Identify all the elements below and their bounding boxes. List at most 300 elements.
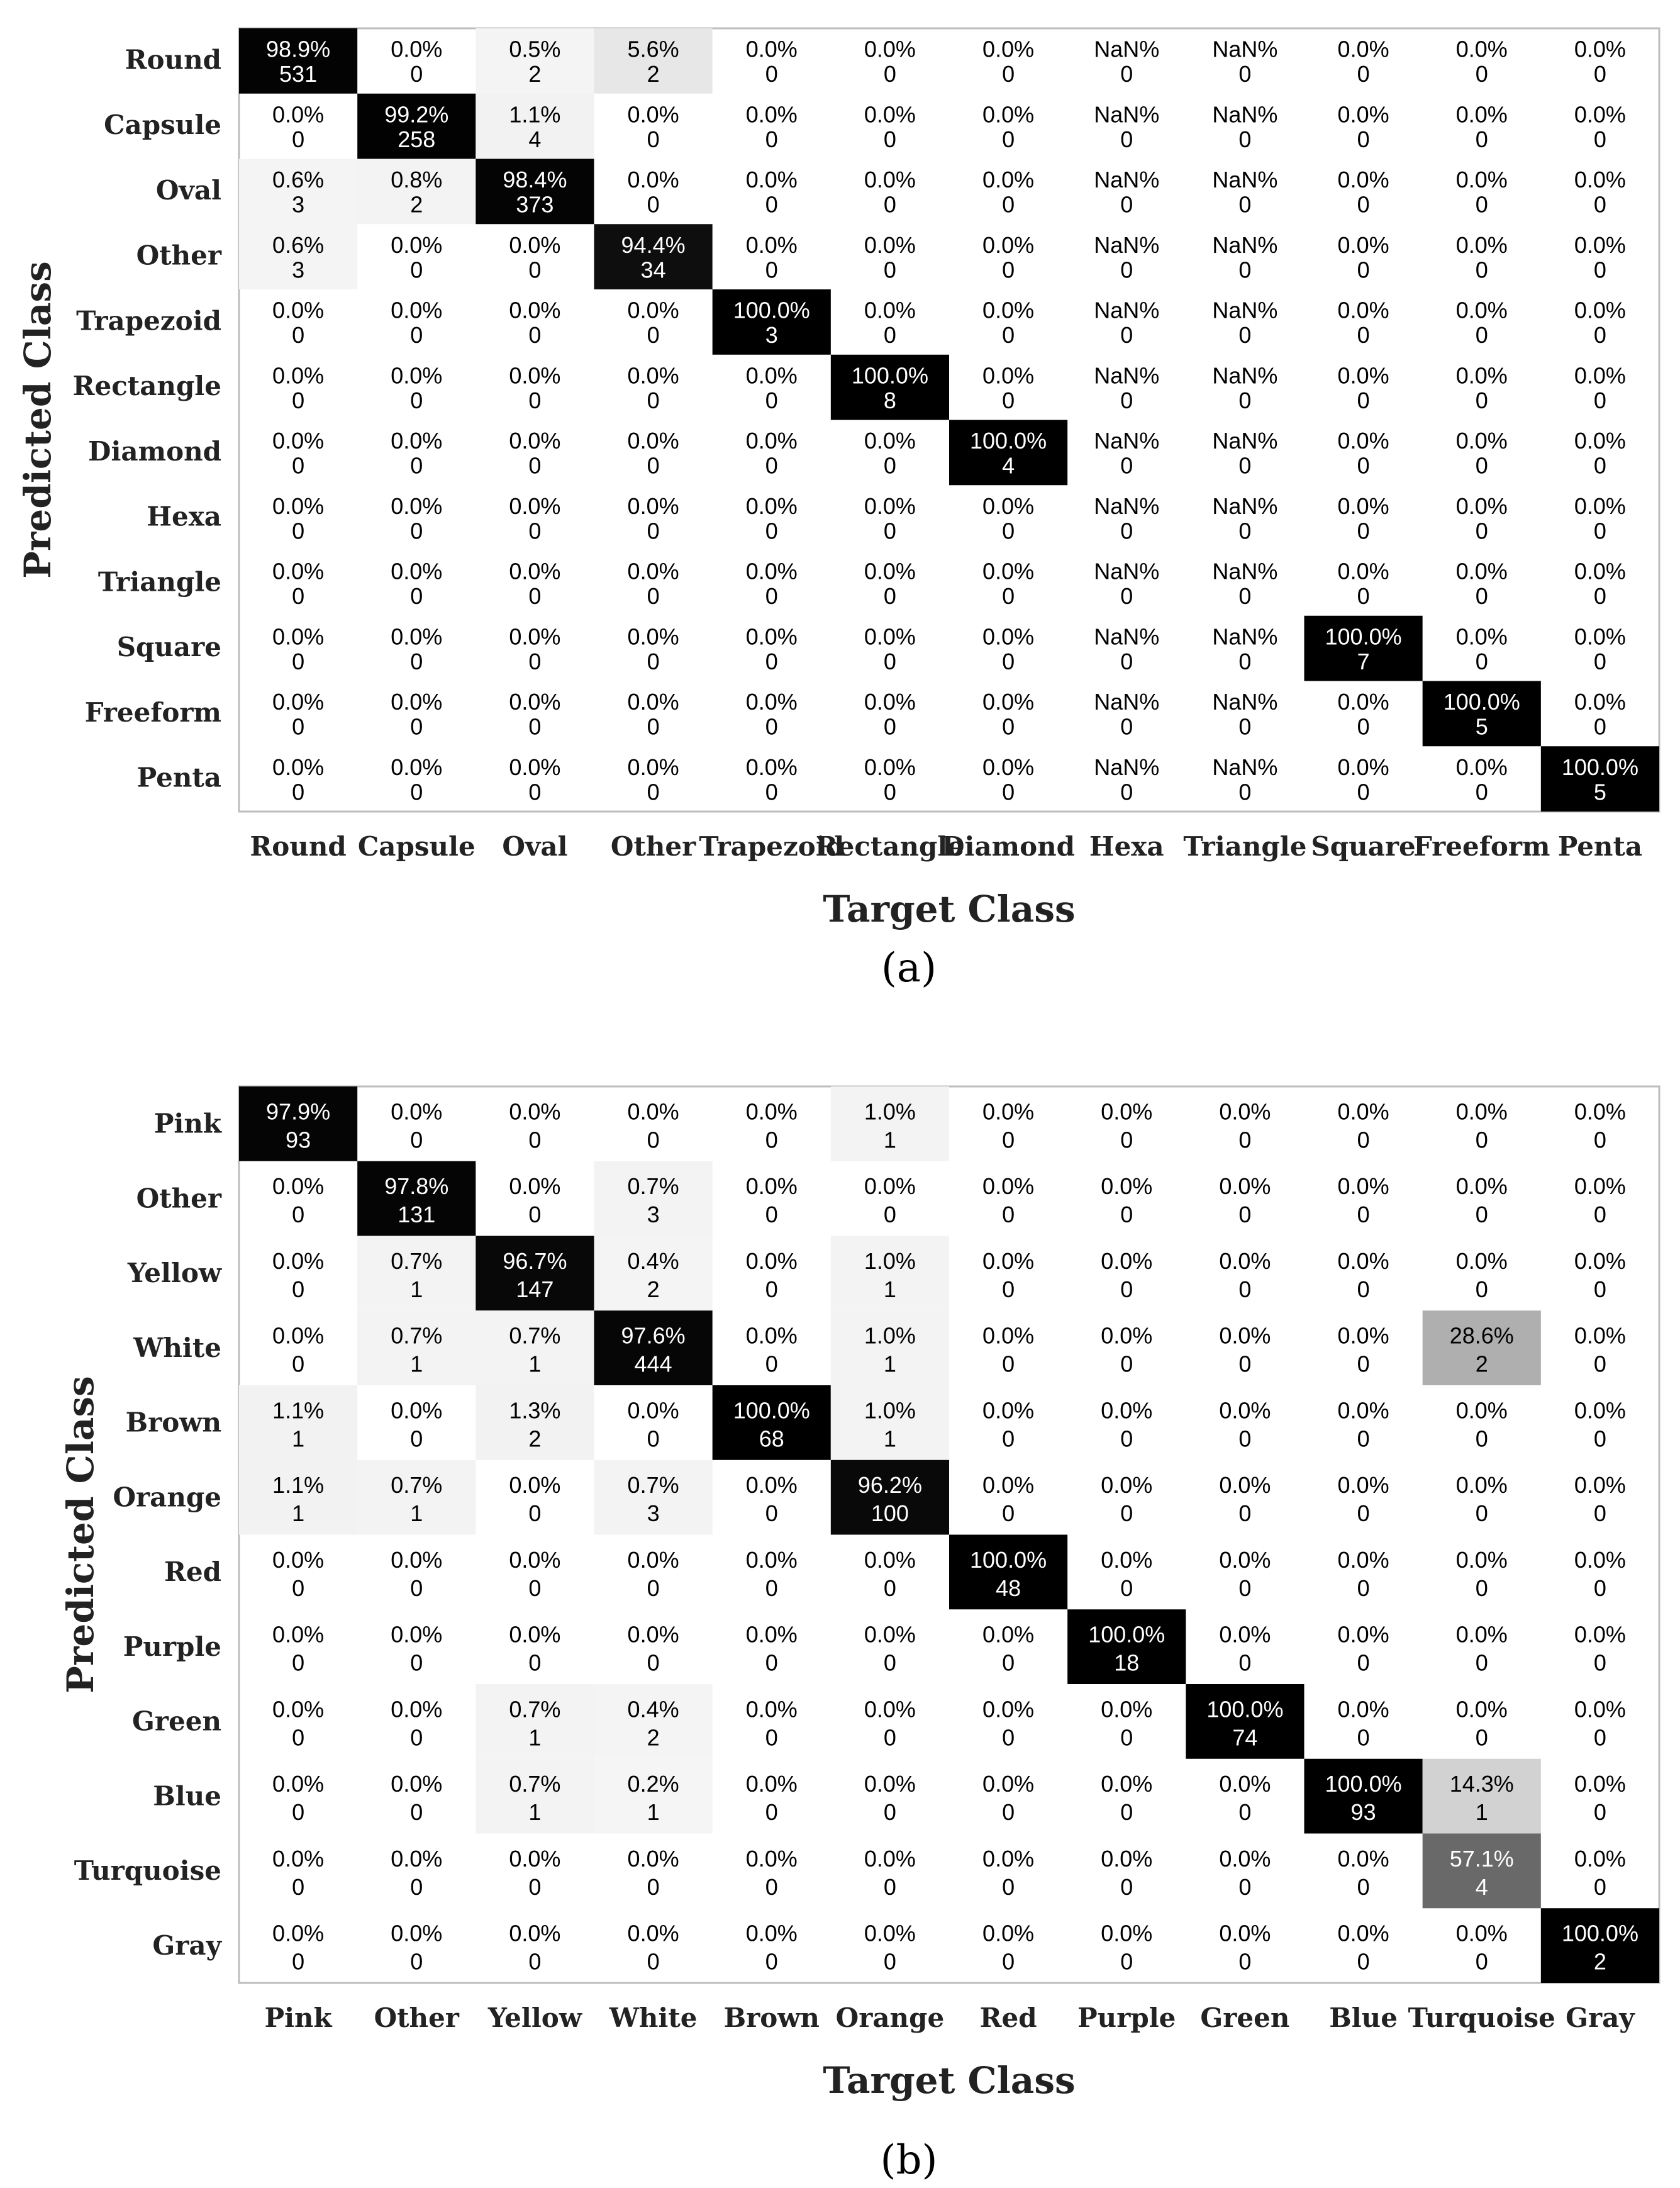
cell-count: 0 [1120,1202,1133,1228]
cell-count: 0 [1357,1276,1370,1302]
row-label-diamond: Diamond [88,435,221,467]
cell-count: 0 [883,648,896,674]
cell-count: 0 [410,322,423,349]
cell-count: 0 [647,1649,660,1676]
cell-percentage: 0.4% [627,1247,679,1274]
cell-count: 0 [647,713,660,740]
cell-percentage: 0.0% [509,428,561,454]
cell-count: 0 [1357,61,1370,87]
cell-count: 2 [528,1426,542,1452]
cell-count: 0 [1238,1948,1252,1975]
cell-count: 2 [528,61,542,87]
cell-percentage: 0.0% [1337,297,1389,323]
cell-count: 18 [1114,1649,1140,1676]
cell-percentage: 0.0% [982,558,1035,584]
cell-percentage: 0.0% [864,101,916,128]
row-label-triangle: Triangle [97,566,221,598]
cell-count: 0 [1002,583,1015,610]
col-label-other: Other [610,831,696,862]
cell-percentage: 0.0% [745,1920,798,1946]
cell-percentage: 100.0% [1206,1696,1284,1722]
col-label-rectangle: Rectangle [815,831,965,862]
cell-percentage: 0.0% [1101,1696,1153,1722]
cell-percentage: 0.0% [272,1173,325,1199]
cell-count: 0 [292,779,305,805]
cell-count: 0 [410,257,423,283]
cell-percentage: 0.0% [1337,232,1389,258]
cell-percentage: 28.6% [1449,1322,1514,1349]
cell-percentage: 0.0% [272,297,325,323]
row-label-gray: Gray [152,1929,221,1961]
cell-count: 0 [1120,452,1133,479]
cell-count: 0 [647,1426,660,1452]
cell-percentage: NaN% [1094,493,1160,519]
cell-percentage: 100.0% [851,362,928,389]
col-label-turquoise: Turquoise [1408,2002,1555,2033]
cell-percentage: 0.7% [627,1472,679,1498]
panel-a-shape-confusion-matrix [16,28,1659,991]
cell-percentage: 0.0% [864,1696,916,1722]
cell-count: 48 [996,1575,1021,1601]
cell-percentage: 0.0% [982,623,1035,650]
cell-percentage: 0.0% [864,493,916,519]
col-label-trapezoid: Trapezoid [699,831,845,862]
cell-count: 1 [292,1500,305,1527]
cell-percentage: 100.0% [1561,754,1638,780]
cell-percentage: 0.0% [982,1472,1035,1498]
cell-count: 0 [528,583,542,610]
cell-percentage: 0.0% [1337,1546,1389,1573]
cell-count: 1 [1475,1799,1488,1826]
cell-percentage: 0.0% [982,1098,1035,1125]
row-label-hexa: Hexa [147,501,221,532]
cell-percentage: 0.0% [391,1546,443,1573]
col-label-white: White [609,2002,698,2033]
row-label-green: Green [132,1705,221,1737]
cell-count: 0 [647,1127,660,1153]
cell-count: 0 [1593,1202,1606,1228]
cell-percentage: 0.7% [391,1322,443,1349]
cell-count: 0 [1357,126,1370,152]
cell-percentage: 0.0% [1219,1397,1271,1424]
row-label-square: Square [116,632,221,663]
panel-label: (a) [881,945,937,991]
cell-count: 0 [292,1202,305,1228]
cell-count: 0 [765,257,778,283]
col-label-green: Green [1200,2002,1290,2033]
cell-percentage: NaN% [1212,689,1278,715]
cell-count: 0 [1120,322,1133,349]
cell-percentage: 0.0% [627,493,679,519]
cell-count: 0 [1002,779,1015,805]
cell-percentage: 0.0% [982,232,1035,258]
cell-percentage: 0.0% [745,1621,798,1648]
col-label-hexa: Hexa [1089,831,1164,862]
cell-count: 0 [1593,452,1606,479]
cell-percentage: 0.0% [1455,1546,1508,1573]
cell-count: 0 [1357,452,1370,479]
cell-count: 1 [410,1500,423,1527]
cell-percentage: 0.0% [864,1621,916,1648]
cell-count: 0 [1120,1426,1133,1452]
cell-percentage: 0.0% [627,1920,679,1946]
cell-percentage: 0.0% [745,623,798,650]
cell-percentage: 0.0% [391,1771,443,1797]
cell-percentage: 0.0% [864,689,916,715]
cell-percentage: NaN% [1094,101,1160,128]
cell-count: 2 [647,1276,660,1302]
cell-percentage: 0.0% [1574,167,1626,193]
cell-count: 0 [410,1649,423,1676]
cell-percentage: 0.0% [864,428,916,454]
cell-percentage: 0.0% [982,297,1035,323]
cell-percentage: 0.0% [1101,1546,1153,1573]
cell-percentage: 0.0% [1337,36,1389,62]
cell-count: 0 [1002,1127,1015,1153]
cell-count: 0 [1238,1276,1252,1302]
cell-count: 373 [516,191,554,218]
cell-count: 0 [292,648,305,674]
cell-count: 0 [883,713,896,740]
cell-percentage: 0.0% [982,1771,1035,1797]
cell-percentage: 0.0% [1337,1322,1389,1349]
cell-percentage: NaN% [1094,36,1160,62]
cell-count: 0 [647,1575,660,1601]
col-label-triangle: Triangle [1183,831,1307,862]
cell-count: 68 [759,1426,784,1452]
cell-percentage: 0.7% [509,1771,561,1797]
cell-percentage: 0.0% [391,36,443,62]
cell-count: 0 [1120,257,1133,283]
cell-count: 0 [1120,1799,1133,1826]
cell-count: 0 [647,518,660,544]
cell-count: 0 [1593,1649,1606,1676]
cell-count: 7 [1357,648,1370,674]
cell-count: 0 [410,452,423,479]
cell-percentage: 0.0% [745,232,798,258]
cell-percentage: 0.0% [627,1397,679,1424]
cell-percentage: 0.0% [1337,1472,1389,1498]
row-label-brown: Brown [125,1407,221,1438]
cell-count: 0 [528,1127,542,1153]
cell-count: 0 [1475,1426,1488,1452]
cell-percentage: 0.0% [1574,1397,1626,1424]
cell-count: 1 [528,1724,542,1751]
row-label-turquoise: Turquoise [74,1855,221,1887]
cell-percentage: 0.0% [627,101,679,128]
cell-count: 0 [883,583,896,610]
cell-percentage: 100.0% [1325,1771,1402,1797]
row-label-capsule: Capsule [104,109,221,141]
cell-count: 0 [1475,191,1488,218]
cell-count: 0 [883,452,896,479]
cell-percentage: 0.0% [391,1696,443,1722]
cell-count: 1 [292,1426,305,1452]
col-label-blue: Blue [1329,2002,1398,2033]
cell-count: 0 [528,322,542,349]
cell-percentage: 0.0% [745,689,798,715]
cell-count: 0 [1120,1351,1133,1377]
cell-percentage: 0.0% [982,689,1035,715]
cell-count: 0 [765,518,778,544]
cell-count: 0 [1002,1649,1015,1676]
cell-count: 3 [292,191,305,218]
cell-count: 0 [1593,126,1606,152]
cell-percentage: 0.0% [1337,428,1389,454]
cell-count: 0 [1238,583,1252,610]
cell-count: 0 [765,191,778,218]
cell-count: 0 [292,1948,305,1975]
cell-percentage: 0.0% [982,362,1035,389]
cell-count: 0 [1593,1873,1606,1900]
cell-count: 0 [1120,518,1133,544]
row-label-yellow: Yellow [127,1258,221,1289]
cell-percentage: 0.0% [391,1920,443,1946]
cell-percentage: 1.0% [864,1098,916,1125]
cell-percentage: 0.0% [1574,623,1626,650]
cell-count: 0 [1238,322,1252,349]
cell-count: 0 [1475,1202,1488,1228]
cell-percentage: 0.2% [627,1771,679,1797]
cell-percentage: 0.0% [1455,1920,1508,1946]
cell-count: 0 [292,1276,305,1302]
cell-count: 0 [765,1127,778,1153]
cell-count: 0 [528,713,542,740]
cell-percentage: 0.0% [1337,362,1389,389]
row-label-blue: Blue [153,1780,221,1812]
cell-count: 1 [883,1276,896,1302]
cell-percentage: 0.7% [391,1247,443,1274]
cell-count: 0 [1475,1724,1488,1751]
col-label-brown: Brown [723,2002,820,2033]
cell-count: 0 [410,1873,423,1900]
cell-count: 34 [640,257,666,283]
cell-percentage: 0.0% [745,1546,798,1573]
cell-count: 0 [1357,1127,1370,1153]
cell-percentage: NaN% [1212,428,1278,454]
cell-count: 1 [528,1799,542,1826]
cell-percentage: 98.9% [266,36,331,62]
cell-count: 0 [883,779,896,805]
cell-count: 0 [528,1202,542,1228]
cell-count: 0 [765,648,778,674]
cell-percentage: 0.0% [627,558,679,584]
cell-count: 0 [1238,518,1252,544]
cell-count: 0 [883,1799,896,1826]
cell-percentage: 0.0% [1101,1173,1153,1199]
cell-count: 3 [647,1202,660,1228]
cell-percentage: 100.0% [1561,1920,1638,1946]
cell-count: 1 [528,1351,542,1377]
cell-percentage: 0.0% [864,167,916,193]
cell-count: 0 [1002,1202,1015,1228]
cell-percentage: 0.0% [391,623,443,650]
cell-count: 0 [1238,1500,1252,1527]
cell-count: 0 [1475,1500,1488,1527]
col-label-penta: Penta [1557,831,1643,862]
cell-count: 1 [410,1276,423,1302]
cell-count: 0 [1120,1575,1133,1601]
cell-count: 0 [1238,1649,1252,1676]
cell-count: 5 [1475,713,1488,740]
cell-percentage: 0.0% [272,689,325,715]
cell-percentage: NaN% [1212,101,1278,128]
cell-percentage: NaN% [1094,297,1160,323]
cell-percentage: 0.4% [627,1696,679,1722]
cell-count: 0 [1593,257,1606,283]
col-label-pink: Pink [264,2002,332,2033]
cell-count: 0 [1357,1649,1370,1676]
cell-count: 3 [765,322,778,349]
cell-count: 0 [1475,387,1488,413]
cell-percentage: 0.0% [272,1546,325,1573]
cell-count: 0 [410,61,423,87]
cell-percentage: NaN% [1212,754,1278,780]
cell-percentage: 0.0% [509,1546,561,1573]
cell-count: 1 [647,1799,660,1826]
cell-count: 0 [410,1426,423,1452]
cell-percentage: 0.0% [982,754,1035,780]
cell-count: 0 [1120,583,1133,610]
cell-percentage: 0.0% [272,1920,325,1946]
cell-count: 0 [1120,1276,1133,1302]
cell-percentage: 0.0% [745,1322,798,1349]
cell-percentage: 0.0% [272,558,325,584]
cell-percentage: 0.0% [1101,1472,1153,1498]
cell-percentage: 0.0% [1101,1920,1153,1946]
cell-percentage: 0.0% [1574,428,1626,454]
row-label-red: Red [164,1556,221,1588]
panel-b-color-confusion-matrix [59,1086,1659,2184]
cell-count: 0 [292,1351,305,1377]
cell-percentage: 0.0% [1455,754,1508,780]
cell-percentage: 0.8% [391,167,443,193]
cell-count: 0 [1357,1426,1370,1452]
cell-percentage: 0.0% [509,362,561,389]
cell-percentage: 0.0% [745,1472,798,1498]
cell-percentage: 14.3% [1449,1771,1514,1797]
row-label-purple: Purple [123,1631,221,1662]
cell-percentage: 0.0% [1574,689,1626,715]
cell-percentage: 96.2% [857,1472,922,1498]
cell-percentage: 0.0% [864,297,916,323]
cell-count: 0 [1475,1127,1488,1153]
cell-count: 0 [1593,1351,1606,1377]
cell-percentage: 1.0% [864,1397,916,1424]
cell-count: 0 [1475,452,1488,479]
cell-count: 0 [1002,1351,1015,1377]
cell-percentage: 97.8% [384,1173,449,1199]
col-label-yellow: Yellow [487,2002,582,2033]
cell-count: 0 [528,779,542,805]
cell-percentage: 0.0% [1101,1845,1153,1872]
cell-percentage: 0.0% [1337,167,1389,193]
cell-count: 0 [1593,713,1606,740]
cell-percentage: 0.7% [509,1696,561,1722]
cell-percentage: 0.0% [745,558,798,584]
cell-count: 444 [634,1351,672,1377]
cell-percentage: 0.0% [745,1247,798,1274]
cell-count: 0 [1357,191,1370,218]
cell-count: 1 [883,1426,896,1452]
cell-percentage: 0.0% [1337,754,1389,780]
cell-count: 0 [883,518,896,544]
cell-count: 0 [292,1873,305,1900]
cell-percentage: 0.0% [1101,1771,1153,1797]
cell-percentage: NaN% [1212,558,1278,584]
row-label-other: Other [136,1183,221,1214]
cell-percentage: NaN% [1094,689,1160,715]
cell-count: 0 [883,257,896,283]
cell-percentage: 0.0% [1574,1546,1626,1573]
cell-percentage: 0.0% [745,754,798,780]
cell-percentage: 1.0% [864,1247,916,1274]
cell-percentage: 0.0% [391,1845,443,1872]
cell-percentage: NaN% [1094,232,1160,258]
cell-percentage: 0.0% [982,101,1035,128]
cell-count: 93 [1350,1799,1376,1826]
cell-percentage: 0.0% [1574,1771,1626,1797]
cell-count: 2 [1475,1351,1488,1377]
cell-count: 0 [1357,322,1370,349]
cell-percentage: 0.0% [509,493,561,519]
cell-percentage: 0.0% [1337,1098,1389,1125]
cell-percentage: 0.0% [982,1173,1035,1199]
cell-count: 0 [410,518,423,544]
cell-count: 0 [1593,583,1606,610]
cell-percentage: 0.0% [1455,297,1508,323]
cell-percentage: NaN% [1094,558,1160,584]
cell-count: 0 [1002,1873,1015,1900]
cell-percentage: 0.0% [272,362,325,389]
cell-count: 0 [647,583,660,610]
cell-count: 8 [883,387,896,413]
cell-count: 0 [1238,452,1252,479]
cell-count: 0 [292,452,305,479]
cell-percentage: 0.0% [864,1546,916,1573]
cell-count: 0 [1002,1799,1015,1826]
cell-count: 0 [1002,61,1015,87]
col-label-other: Other [374,2002,459,2033]
cell-count: 0 [528,387,542,413]
cell-count: 0 [410,1948,423,1975]
cell-count: 0 [1238,1575,1252,1601]
cell-percentage: 0.0% [1574,558,1626,584]
cell-percentage: 1.1% [272,1397,325,1424]
cell-percentage: 0.0% [1574,362,1626,389]
cell-count: 0 [1120,126,1133,152]
cell-percentage: 0.0% [745,36,798,62]
cell-count: 0 [528,518,542,544]
cell-percentage: 0.0% [1455,167,1508,193]
cell-percentage: 0.0% [272,428,325,454]
row-label-oval: Oval [155,174,221,206]
cell-percentage: 0.0% [1337,689,1389,715]
cell-count: 0 [410,1724,423,1751]
cell-count: 0 [1238,1351,1252,1377]
cell-percentage: 0.0% [627,428,679,454]
cell-percentage: 0.0% [391,1397,443,1424]
cell-percentage: 0.0% [982,1696,1035,1722]
cell-percentage: 0.0% [864,623,916,650]
cell-percentage: 0.0% [272,754,325,780]
cell-percentage: 0.0% [1455,1397,1508,1424]
cell-count: 0 [1002,191,1015,218]
cell-count: 0 [1593,1500,1606,1527]
cell-percentage: 0.0% [1574,1621,1626,1648]
cell-percentage: 0.0% [864,1920,916,1946]
cell-count: 0 [883,1649,896,1676]
